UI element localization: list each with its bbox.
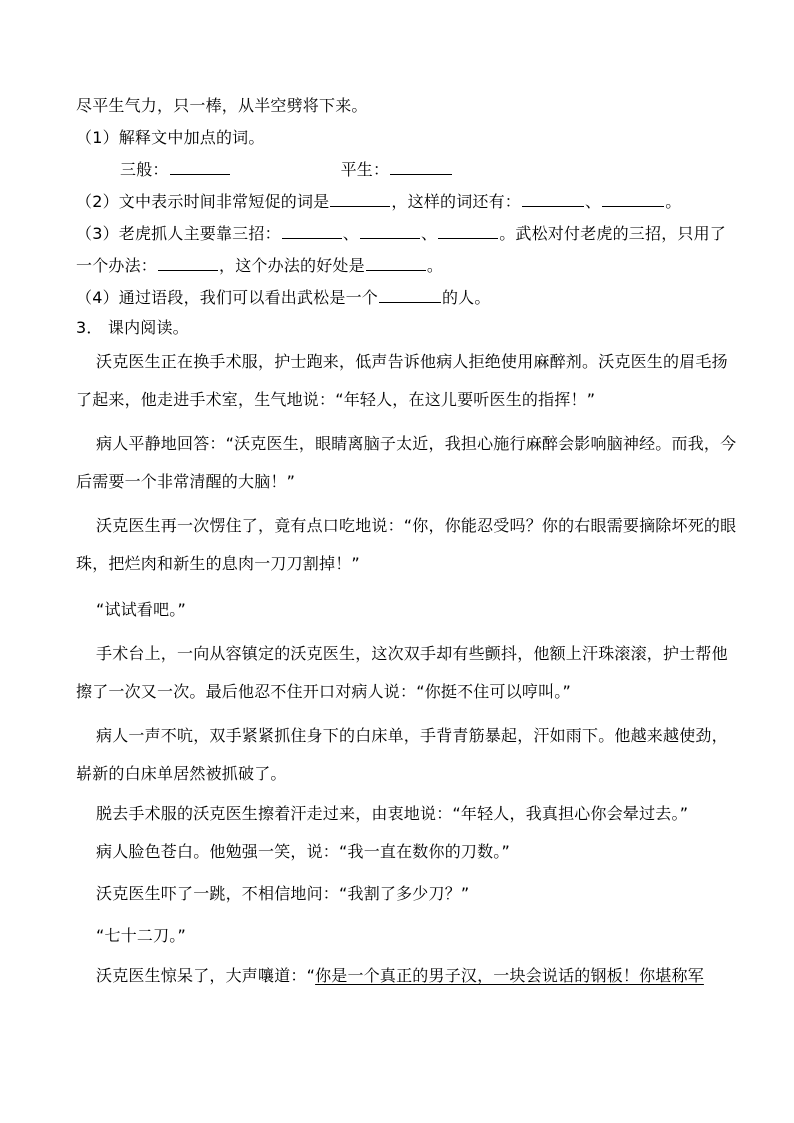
section-3-heading <box>76 318 189 338</box>
paragraph-9 <box>96 884 469 904</box>
paragraph-3-line-2 <box>76 554 360 574</box>
answer-label-sanban: 三般： <box>120 160 169 179</box>
paragraph-text: 崭新的白床单居然被抓破了。 <box>76 764 287 783</box>
answer-blank[interactable] <box>379 288 441 303</box>
paragraph-text: 沃克医生正在换手术服，护士跑来，低声告诉他病人拒绝使用麻醉剂。沃克医生的眉毛扬 <box>96 352 728 371</box>
paragraph-7 <box>96 804 688 824</box>
underlined-sentence: 你是一个真正的男子汉，一块会说话的钢板！你堪称军 <box>315 966 704 985</box>
passage-last-line <box>76 96 368 116</box>
paragraph-text: 病人一声不吭，双手紧紧抓住身下的白床单，手背青筋暴起，汗如雨下。他越来越使劲， <box>96 726 728 745</box>
question-text: （1）解释文中加点的词。 <box>76 128 265 147</box>
answer-blank[interactable] <box>158 256 218 271</box>
paragraph-text: 手术台上，一向从容镇定的沃克医生，这次双手却有些颤抖，他额上汗珠滚滚，护士帮他 <box>96 644 728 663</box>
question-text: ，这样的词还有： <box>391 192 521 211</box>
paragraph-text: 了起来，他走进手术室，生气地说：“年轻人，在这儿要听医生的指挥！” <box>76 390 596 409</box>
paragraph-text: 擦了一次又一次。最后他忍不住开口对病人说：“你挺不住可以哼叫。” <box>76 682 571 701</box>
answer-blank[interactable] <box>438 224 498 239</box>
answer-blank[interactable] <box>330 192 390 207</box>
question-text: 一个办法： <box>76 256 158 275</box>
question-text: 。武松对付老虎的三招，只用了 <box>499 224 726 243</box>
paragraph-1-line-1 <box>96 352 728 372</box>
separator: 、 <box>342 224 359 243</box>
paragraph-text: 沃克医生惊呆了，大声嚷道：“ <box>96 966 316 985</box>
answer-blank[interactable] <box>366 256 426 271</box>
question-1-answers <box>120 160 453 180</box>
question-2 <box>76 192 681 212</box>
paragraph-5-line-2 <box>76 682 571 702</box>
paragraph-text: 珠，把烂肉和新生的息肉一刀刀割掉！” <box>76 554 360 573</box>
paragraph-text: “试试看吧。” <box>96 600 186 619</box>
answer-label-pingsheng: 平生： <box>340 160 390 179</box>
punctuation: 。 <box>426 256 444 275</box>
paragraph-text: 脱去手术服的沃克医生擦着汗走过来，由衷地说：“年轻人，我真担心你会晕过去。” <box>96 804 689 823</box>
paragraph-5-line-1 <box>96 644 728 664</box>
question-3-cont <box>76 256 443 276</box>
answer-blank[interactable] <box>360 224 420 239</box>
paragraph-10 <box>96 926 186 946</box>
separator: 、 <box>585 192 602 211</box>
paragraph-6-line-2 <box>76 764 287 784</box>
paragraph-3-line-1 <box>96 516 736 536</box>
paragraph-8 <box>96 842 510 862</box>
question-text: （2）文中表示时间非常短促的词是 <box>76 192 330 211</box>
question-4 <box>76 288 491 308</box>
punctuation: 。 <box>665 192 682 211</box>
paragraph-text: 沃克医生再一次愣住了，竟有点口吃地说：“你，你能忍受吗？你的右眼需要摘除坏死的眼 <box>96 516 737 535</box>
paragraph-1-line-2 <box>76 390 595 410</box>
answer-blank[interactable] <box>602 192 664 207</box>
question-3 <box>76 224 726 244</box>
paragraph-text: 后需要一个非常清醒的大脑！” <box>76 472 296 491</box>
question-text: ，这个办法的好处是 <box>219 256 365 275</box>
paragraph-2-line-2 <box>76 472 295 492</box>
paragraph-text: 沃克医生吓了一跳，不相信地问：“我割了多少刀？” <box>96 884 470 903</box>
separator: 、 <box>420 224 438 243</box>
question-text: （4）通过语段，我们可以看出武松是一个 <box>76 288 378 307</box>
section-heading: 3． 课内阅读。 <box>76 318 189 337</box>
paragraph-4 <box>96 600 186 620</box>
paragraph-text: 病人脸色苍白。他勉强一笑，说：“我一直在数你的刀数。” <box>96 842 510 861</box>
paragraph-2-line-1 <box>96 434 736 454</box>
paragraph-text: “七十二刀。” <box>96 926 186 945</box>
paragraph-text: 病人平静地回答：“沃克医生，眼睛离脑子太近，我担心施行麻醉会影响脑神经。而我，今 <box>96 434 737 453</box>
paragraph-11 <box>96 966 704 986</box>
passage-text: 尽平生气力，只一棒，从半空劈将下来。 <box>76 96 368 115</box>
question-text: 的人。 <box>441 288 491 307</box>
answer-blank-pingsheng[interactable] <box>390 160 452 175</box>
paragraph-6-line-1 <box>96 726 728 746</box>
answer-blank[interactable] <box>522 192 584 207</box>
answer-blank[interactable] <box>282 224 342 239</box>
answer-blank-sanban[interactable] <box>170 160 230 175</box>
question-text: （3）老虎抓人主要靠三招： <box>76 224 281 243</box>
question-1 <box>76 128 265 148</box>
